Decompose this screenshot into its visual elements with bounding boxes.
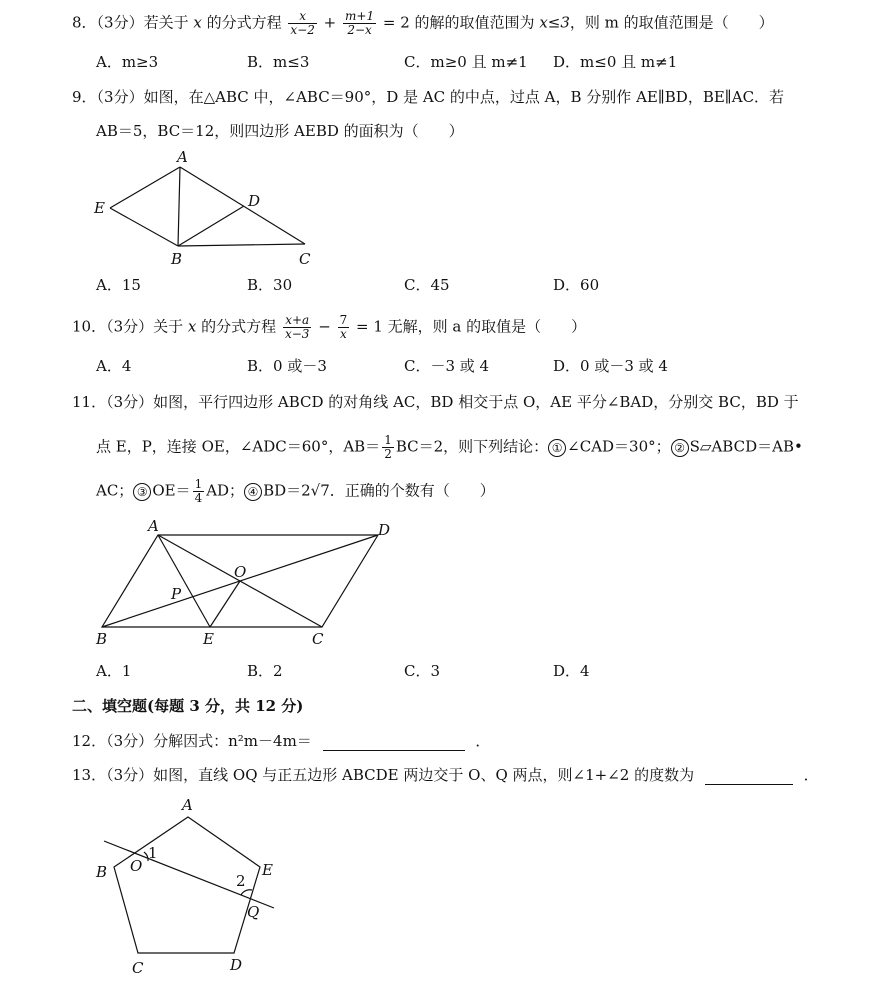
q11-conclusion-1-marker: ① (548, 439, 566, 457)
q10-option-b[interactable]: B．0 或－3 (247, 357, 327, 375)
q11-conclusion-3-tail: AD； (206, 481, 245, 500)
q12-end: ． (475, 732, 491, 750)
q10-stem (72, 314, 586, 341)
q11-fraction-quarter (193, 478, 205, 505)
q9-label-e: E (94, 199, 105, 217)
q10-fraction-1 (283, 314, 311, 341)
q9-label-b: B (171, 250, 183, 268)
q13-label-a: A (182, 796, 193, 814)
q11-conclusion-4-marker: ④ (244, 483, 262, 501)
q10-option-d[interactable]: D．0 或－3 或 4 (553, 357, 668, 375)
q11-option-d[interactable]: D．4 (553, 662, 590, 680)
q8-option-d[interactable]: D．m≤0 且 m≠1 (553, 53, 678, 71)
q8-f1-num: x (288, 10, 316, 24)
q8-plus: + (323, 13, 337, 32)
q10-f2-num: 7 (339, 313, 348, 327)
q11-figure-lines (102, 535, 378, 627)
q13-label-d: D (230, 956, 243, 974)
q10-f1-den: x−3 (284, 327, 310, 341)
q11-frac2-num: 1 (194, 477, 203, 491)
q9-option-c[interactable]: C．45 (404, 276, 450, 294)
q8-cond: x≤3 (539, 13, 570, 32)
q9-option-a[interactable]: A．15 (96, 276, 141, 294)
q11-label-e: E (203, 630, 214, 648)
q11-line2-b: BC＝2，则下列结论： (395, 437, 549, 456)
q8-f2-num: m+1 (345, 9, 375, 23)
q11-label-b: B (96, 630, 108, 648)
q13-angle-1: 1 (148, 844, 158, 862)
q10-fraction-2 (338, 314, 350, 341)
q12-stem (72, 731, 490, 751)
q10-f2-den: x (340, 327, 347, 341)
q11-line3-a: AC； (96, 481, 134, 500)
q9-option-b[interactable]: B．30 (247, 276, 293, 294)
q11-frac-num: 1 (384, 433, 392, 447)
q11-stem-line1: 11．（3分）如图，平行四边形 ABCD 的对角线 AC，BD 相交于点 O，AE 平分∠BAD，分别交 BC，BD 于 (72, 393, 799, 411)
q11-conclusion-2: S▱ABCD＝AB• (689, 437, 803, 456)
q11-frac-den: 2 (384, 447, 392, 461)
q11-line2-a: 点 E，P，连接 OE，∠ADC＝60°，AB＝ (96, 437, 381, 456)
q8-fraction-2 (343, 10, 376, 37)
q8-option-a[interactable]: A．m≥3 (96, 53, 159, 71)
q13-label-b: B (96, 863, 108, 881)
q11-stem-line2 (96, 434, 803, 461)
q10-tail: = 1 无解，则 a 的取值是（ ） (356, 317, 587, 336)
q11-option-c[interactable]: C．3 (404, 662, 441, 680)
q11-fraction-half (382, 434, 394, 461)
q13-text: 13．（3分）如图，直线 OQ 与正五边形 ABCDE 两边交于 O、Q 两点，则∠1+∠2 的度数为 (72, 766, 695, 784)
q10-mid: 的分式方程 (201, 317, 277, 336)
q11-conclusion-3-marker: ③ (133, 483, 151, 501)
q13-answer-blank[interactable] (705, 768, 793, 785)
q13-label-o: O (130, 857, 143, 875)
q11-label-a: A (148, 517, 159, 535)
q10-prefix: 10．（3分）关于 (72, 317, 184, 336)
q13-figure-lines (104, 817, 274, 953)
q8-mid: 的分式方程 (206, 13, 282, 32)
q11-option-b[interactable]: B．2 (247, 662, 283, 680)
q9-stem-line1: 9．（3分）如图，在△ABC 中，∠ABC＝90°，D 是 AC 的中点，过点 A，B 分别作 AE∥BD，BE∥AC．若 (72, 88, 785, 106)
q8-tail: ，则 m 的取值范围是（ ） (569, 13, 774, 32)
q9-label-c: C (299, 250, 311, 268)
q11-conclusion-1: ∠CAD＝30°； (567, 437, 671, 456)
q11-conclusion-4: BD＝2√7．正确的个数有（ ） (263, 481, 495, 500)
q13-label-e: E (262, 861, 273, 879)
q13-label-c: C (132, 959, 144, 977)
q13-angle-2: 2 (236, 872, 246, 890)
q11-label-d: D (378, 521, 391, 539)
q11-figure (90, 515, 410, 650)
q12-text: 12．（3分）分解因式：n²m－4m＝ (72, 732, 312, 750)
q9-figure (88, 145, 328, 270)
q8-eq: = 2 的解的取值范围为 (382, 13, 535, 32)
q9-label-d: D (248, 192, 261, 210)
q13-label-q: Q (247, 903, 260, 921)
q9-label-a: A (177, 148, 188, 166)
q11-label-p: P (171, 585, 182, 603)
section2-title: 二、填空题(每题 3 分，共 12 分) (72, 697, 304, 715)
q8-f2-den: 2−x (347, 23, 372, 37)
q11-label-o: O (234, 563, 247, 581)
q11-conclusion-3: OE＝ (152, 481, 191, 500)
q11-conclusion-2-marker: ② (671, 439, 689, 457)
q8-f1-den: x−2 (290, 23, 315, 37)
q8-prefix: 8．（3分）若关于 (72, 13, 189, 32)
q9-stem-line2: AB＝5，BC＝12，则四边形 AEBD 的面积为（ ） (96, 122, 464, 140)
q9-option-d[interactable]: D．60 (553, 276, 600, 294)
q8-stem (72, 10, 774, 37)
q10-var: x (187, 317, 197, 336)
q10-minus: − (318, 317, 331, 336)
q10-f1-num: x+a (283, 314, 311, 328)
q11-option-a[interactable]: A．1 (96, 662, 132, 680)
q11-stem-line3 (96, 478, 495, 505)
q11-frac2-den: 4 (194, 491, 203, 505)
q10-option-a[interactable]: A．4 (96, 357, 132, 375)
q8-var: x (193, 13, 202, 32)
q11-label-c: C (312, 630, 324, 648)
q10-option-c[interactable]: C．－3 或 4 (404, 357, 490, 375)
q12-answer-blank[interactable] (323, 734, 465, 751)
q13-end: ． (803, 766, 819, 784)
q8-option-c[interactable]: C．m≥0 且 m≠1 (404, 53, 528, 71)
q13-stem (72, 765, 819, 785)
q9-figure-lines (110, 167, 305, 246)
q8-option-b[interactable]: B．m≤3 (247, 53, 310, 71)
q13-figure (90, 795, 290, 980)
q8-fraction-1 (288, 10, 316, 37)
